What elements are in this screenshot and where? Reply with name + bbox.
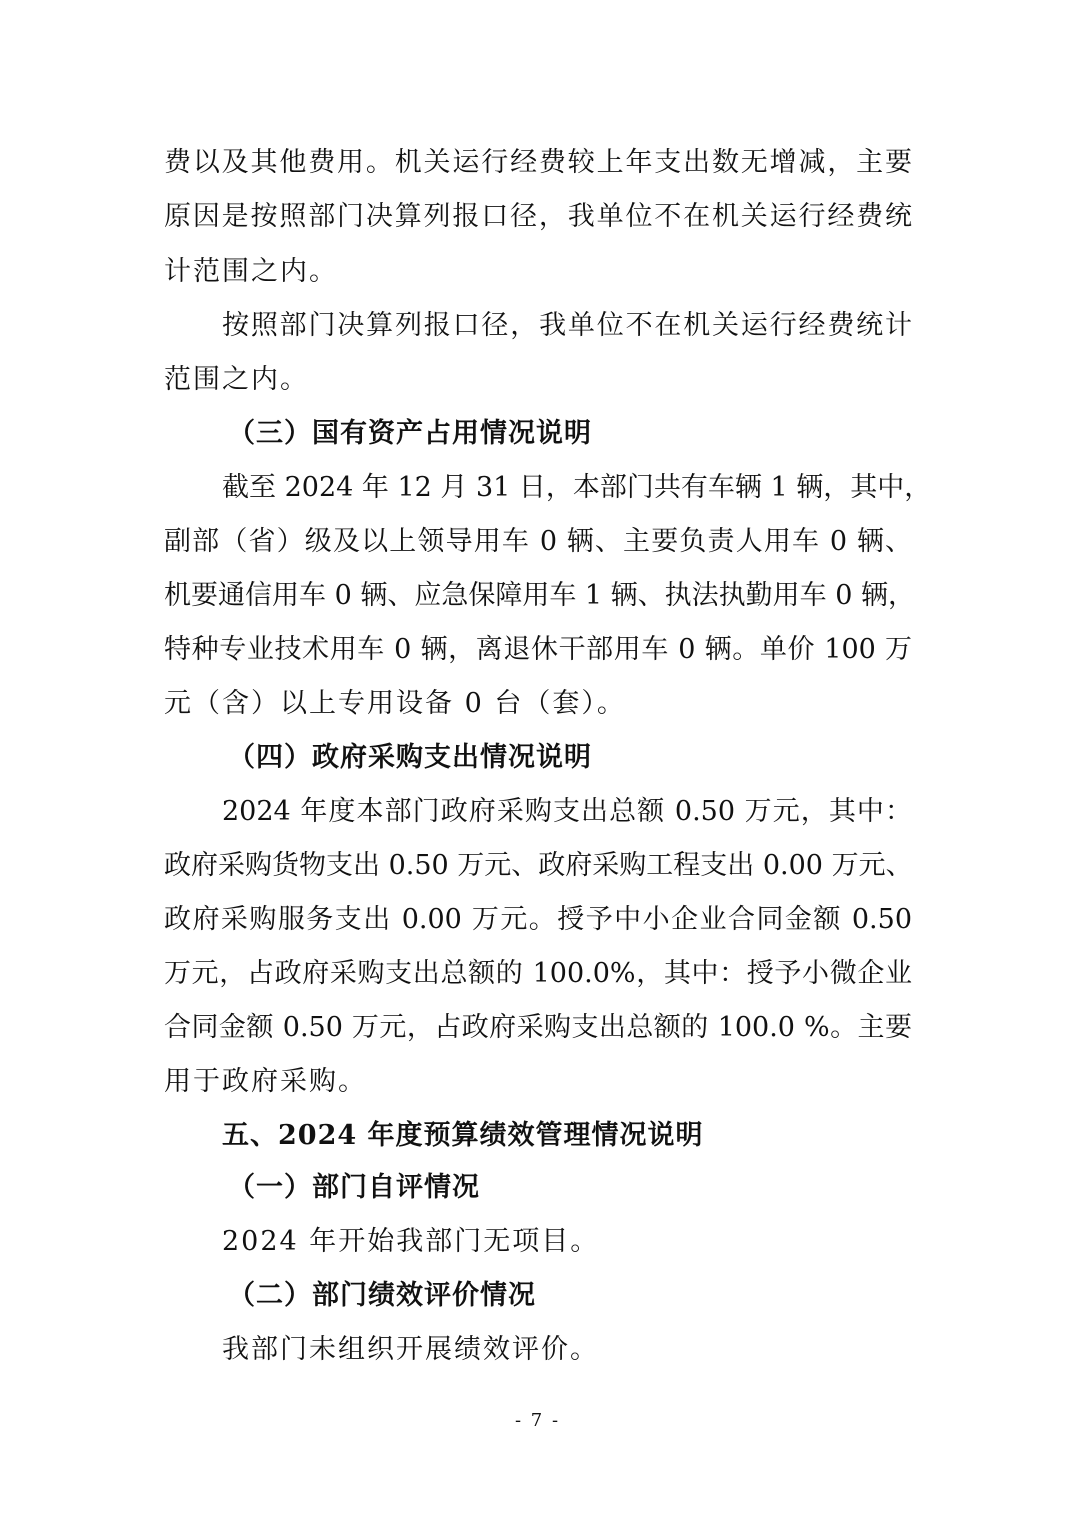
- body-text-line: 截至 2024 年 12 月 31 日，本部门共有车辆 1 辆，其中，: [222, 472, 932, 503]
- section-heading-performance-evaluation: （二）部门绩效评价情况: [228, 1280, 536, 1311]
- body-text-line: 范围之内。: [164, 364, 309, 395]
- body-text-line: 2024 年度本部门政府采购支出总额 0.50 万元，其中：: [222, 796, 912, 827]
- body-text-line: 政府采购服务支出 0.00 万元。授予中小企业合同金额 0.50: [164, 904, 912, 935]
- body-text-line: 2024 年开始我部门无项目。: [222, 1226, 600, 1257]
- section-heading-budget-performance: 五、2024 年度预算绩效管理情况说明: [222, 1120, 704, 1151]
- body-text-line: 万元，占政府采购支出总额的 100.0%，其中：授予小微企业: [164, 958, 912, 989]
- body-text-line: 政府采购货物支出 0.50 万元、政府采购工程支出 0.00 万元、: [164, 850, 913, 881]
- body-text-line: 元（含）以上专用设备 0 台（套）。: [164, 688, 626, 719]
- section-heading-procurement: （四）政府采购支出情况说明: [228, 742, 592, 773]
- body-text-line: 副部（省）级及以上领导用车 0 辆、主要负责人用车 0 辆、: [164, 526, 912, 557]
- section-heading-assets: （三）国有资产占用情况说明: [228, 418, 592, 449]
- page-number: - 7 -: [514, 1410, 561, 1431]
- body-text-line: 按照部门决算列报口径，我单位不在机关运行经费统计: [222, 310, 912, 341]
- body-text-line: 机要通信用车 0 辆、应急保障用车 1 辆、执法执勤用车 0 辆，: [164, 580, 916, 611]
- body-text-line: 特种专业技术用车 0 辆，离退休干部用车 0 辆。单价 100 万: [164, 634, 912, 665]
- body-text-line: 计范围之内。: [164, 256, 338, 287]
- body-text-line: 合同金额 0.50 万元，占政府采购支出总额的 100.0 %。主要: [164, 1012, 912, 1043]
- section-heading-self-evaluation: （一）部门自评情况: [228, 1172, 480, 1203]
- body-text-line: 我部门未组织开展绩效评价。: [222, 1334, 599, 1365]
- body-text-line: 费以及其他费用。机关运行经费较上年支出数无增减，主要: [164, 147, 912, 178]
- body-text-line: 原因是按照部门决算列报口径，我单位不在机关运行经费统: [164, 201, 912, 232]
- body-text-line: 用于政府采购。: [164, 1066, 367, 1097]
